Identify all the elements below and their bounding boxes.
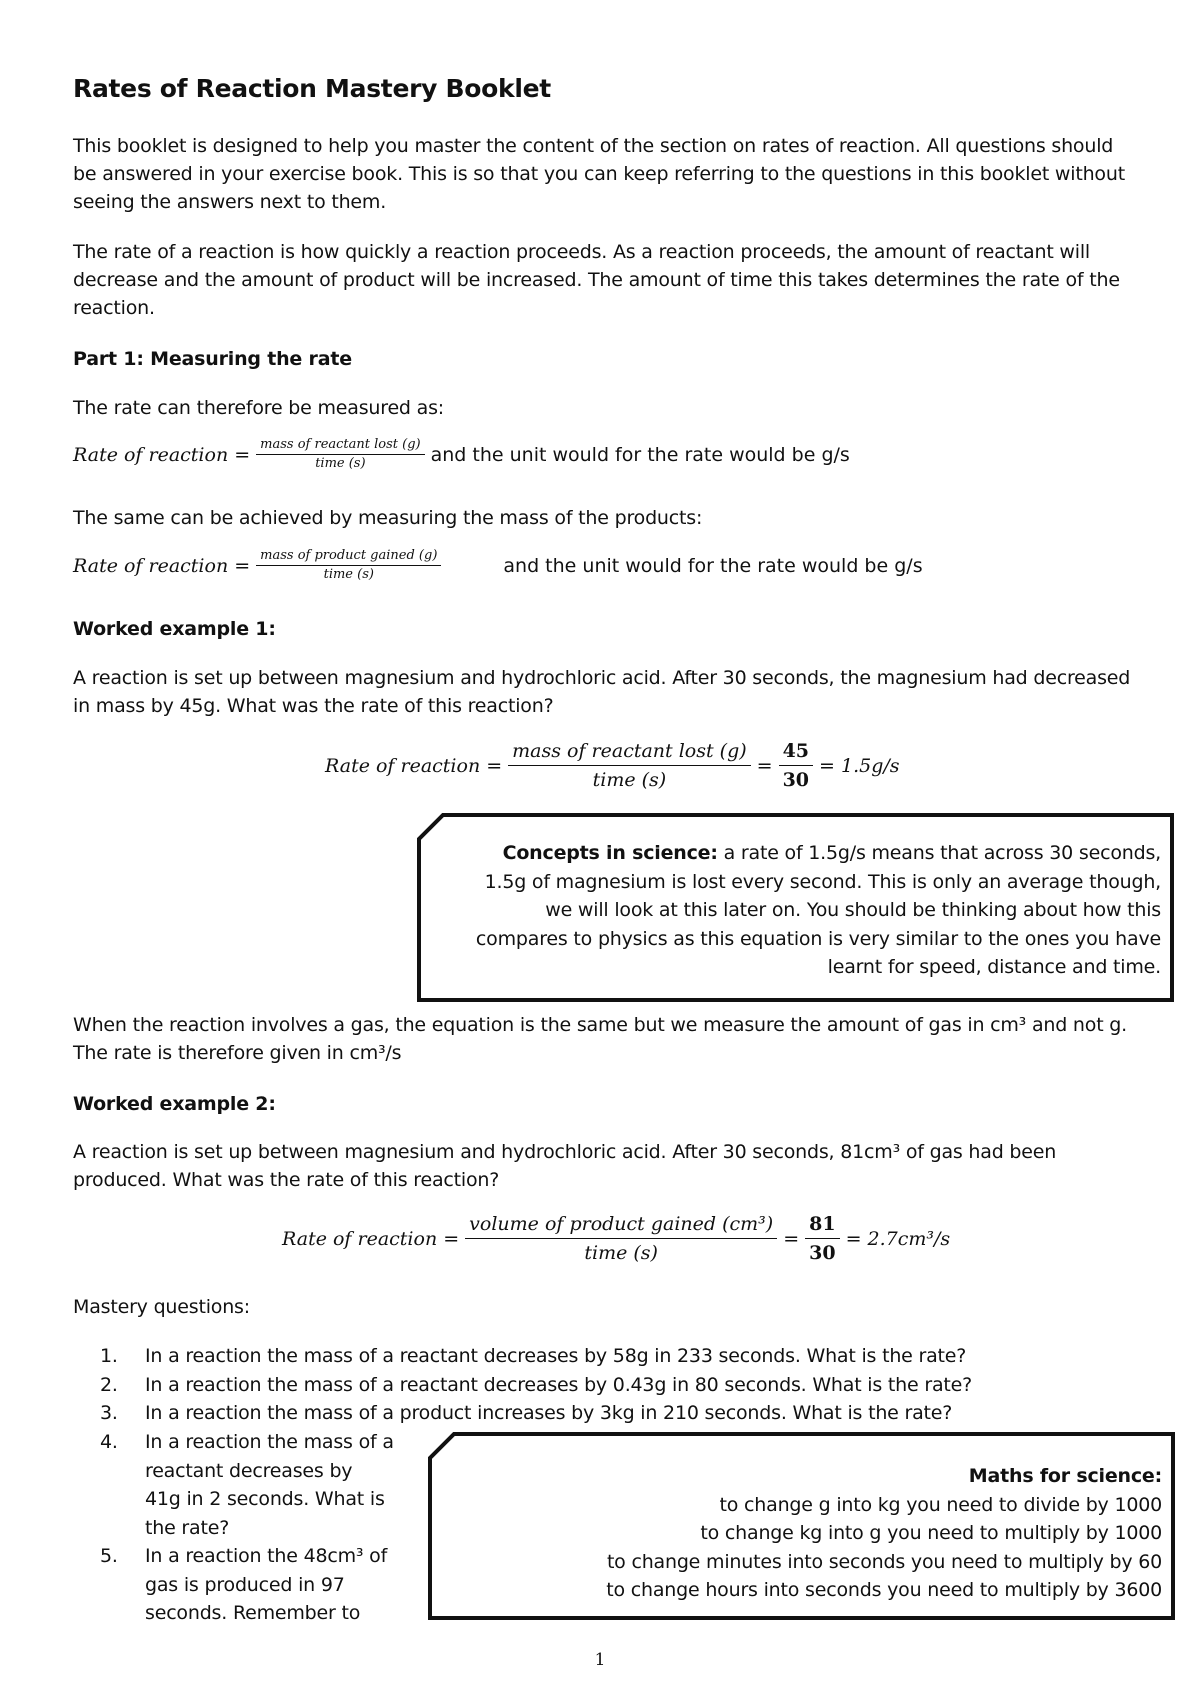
question-text: In a reaction the mass of a reactant decreases by 58g in 233 seconds. What is the rate? <box>145 1345 967 1367</box>
gas-paragraph: When the reaction involves a gas, the equation is the same but we measure the amount of gas in cm³ and not g. The rate is therefore given in cm³/s <box>73 1014 1127 1064</box>
worked-example-1-equation <box>325 738 900 793</box>
concepts-label: Concepts in science: <box>502 842 718 864</box>
equation-unit-text: and the unit would for the rate would be g/s <box>503 554 923 577</box>
list-item <box>100 1542 430 1628</box>
question-text: In a reaction the mass of a product increases by 3kg in 210 seconds. What is the rate? <box>145 1402 953 1424</box>
question-text <box>145 1428 394 1542</box>
page-number: 1 <box>594 1650 606 1670</box>
measured-as-text: The rate can therefore be measured as: <box>73 397 444 419</box>
question-line: In a reaction the 48cm³ of <box>145 1545 388 1567</box>
question-line: 41g in 2 seconds. What is <box>145 1488 385 1510</box>
worked-example-2-text: A reaction is set up between magnesium and hydrochloric acid. After 30 seconds, 81cm³ of gas had been produced. What was the rate of this reaction? <box>73 1141 1057 1191</box>
list-item <box>100 1371 1160 1400</box>
maths-line-1: to change g into kg you need to divide by 1000 <box>719 1493 1162 1516</box>
intro-paragraph: This booklet is designed to help you master the content of the section on rates of reaction. All questions should be answered in your exercise book. This is so that you can keep referring to the questions in this booklet without seeing the answers next to them. <box>73 135 1125 213</box>
rate-equation-product <box>73 548 923 583</box>
worked-example-2-equation <box>282 1211 950 1266</box>
equation-denominator: time (s) <box>323 567 374 582</box>
value-fraction <box>805 1211 839 1266</box>
value-fraction <box>779 738 813 793</box>
maths-line-2: to change kg into g you need to multiply by 1000 <box>700 1522 1162 1544</box>
equation-equals: = <box>783 1227 800 1250</box>
concepts-text <box>441 839 1161 982</box>
question-line: gas is produced in 97 <box>145 1573 345 1596</box>
concepts-line-1: a rate of 1.5g/s means that across 30 seconds, <box>717 842 1161 864</box>
value-numerator: 45 <box>779 738 813 766</box>
question-number: 4. <box>100 1431 118 1453</box>
worked-example-1-text: A reaction is set up between magnesium and hydrochloric acid. After 30 seconds, the magnesium had decreased in mass by 45g. What was the rate of this reaction? <box>73 667 1131 717</box>
equation-fraction <box>256 548 441 583</box>
question-line: In a reaction the mass of a <box>145 1431 394 1453</box>
equation-result: = 2.7cm³/s <box>845 1227 951 1250</box>
question-text: In a reaction the mass of a reactant decreases by 0.43g in 80 seconds. What is the rate? <box>145 1373 973 1396</box>
equation-numerator: mass of reactant lost (g) <box>508 738 751 766</box>
equation-numerator: mass of product gained (g) <box>256 548 441 566</box>
maths-text <box>452 1462 1162 1605</box>
question-text <box>145 1542 387 1628</box>
concepts-line-5: learnt for speed, distance and time. <box>827 956 1161 978</box>
equation-fraction <box>508 738 751 793</box>
rate-equation-reactant <box>73 437 850 472</box>
equation-lhs: Rate of reaction = <box>325 754 503 777</box>
equation-equals: = <box>756 754 773 777</box>
question-number: 1. <box>100 1345 118 1367</box>
question-line: reactant decreases by <box>145 1459 353 1482</box>
concepts-line-2: 1.5g of magnesium is lost every second. This is only an average though, <box>484 870 1161 893</box>
mastery-heading: Mastery questions: <box>73 1296 250 1318</box>
maths-label: Maths for science: <box>968 1465 1162 1487</box>
maths-for-science-box <box>428 1432 1176 1620</box>
equation-denominator: time (s) <box>315 456 366 471</box>
question-number: 5. <box>100 1545 118 1567</box>
rate-definition-paragraph: The rate of a reaction is how quickly a reaction proceeds. As a reaction proceeds, the amount of reactant will decrease and the amount of product will be increased. The amount of time this takes determines the rate of the reaction. <box>73 241 1120 319</box>
question-line: the rate? <box>145 1516 230 1539</box>
maths-line-4: to change hours into seconds you need to multiply by 3600 <box>606 1579 1162 1601</box>
equation-denominator: time (s) <box>592 769 667 791</box>
equation-lhs: Rate of reaction = <box>73 443 251 466</box>
value-numerator: 81 <box>805 1211 839 1239</box>
equation-denominator: time (s) <box>584 1242 658 1264</box>
maths-line-3: to change minutes into seconds you need to multiply by 60 <box>606 1550 1162 1573</box>
part1-heading: Part 1: Measuring the rate <box>73 348 352 370</box>
equation-lhs: Rate of reaction = <box>73 554 251 577</box>
value-denominator: 30 <box>809 1242 836 1264</box>
mastery-question-list <box>100 1342 1160 1428</box>
question-number: 2. <box>100 1373 118 1396</box>
page-title: Rates of Reaction Mastery Booklet <box>73 74 551 103</box>
value-denominator: 30 <box>782 769 810 791</box>
question-number: 3. <box>100 1402 118 1424</box>
equation-fraction <box>256 437 424 472</box>
equation-fraction <box>465 1211 777 1266</box>
concepts-line-4: compares to physics as this equation is very similar to the ones you have <box>475 927 1161 950</box>
question-line: seconds. Remember to <box>145 1602 361 1624</box>
equation-numerator: mass of reactant lost (g) <box>256 437 424 455</box>
worked-example-2-heading: Worked example 2: <box>73 1093 276 1115</box>
equation-unit-text: and the unit would for the rate would be g/s <box>430 443 850 466</box>
mastery-question-list-narrow <box>100 1428 430 1628</box>
products-text: The same can be achieved by measuring the mass of the products: <box>73 507 703 529</box>
concepts-line-3: we will look at this later on. You should be thinking about how this <box>545 899 1161 921</box>
concepts-in-science-box <box>417 813 1175 1002</box>
equation-lhs: Rate of reaction = <box>282 1227 460 1250</box>
list-item <box>100 1399 1160 1428</box>
equation-result: = 1.5g/s <box>819 754 900 777</box>
equation-numerator: volume of product gained (cm³) <box>465 1211 777 1239</box>
list-item <box>100 1428 430 1542</box>
worked-example-1-heading: Worked example 1: <box>73 618 276 640</box>
list-item <box>100 1342 1160 1371</box>
